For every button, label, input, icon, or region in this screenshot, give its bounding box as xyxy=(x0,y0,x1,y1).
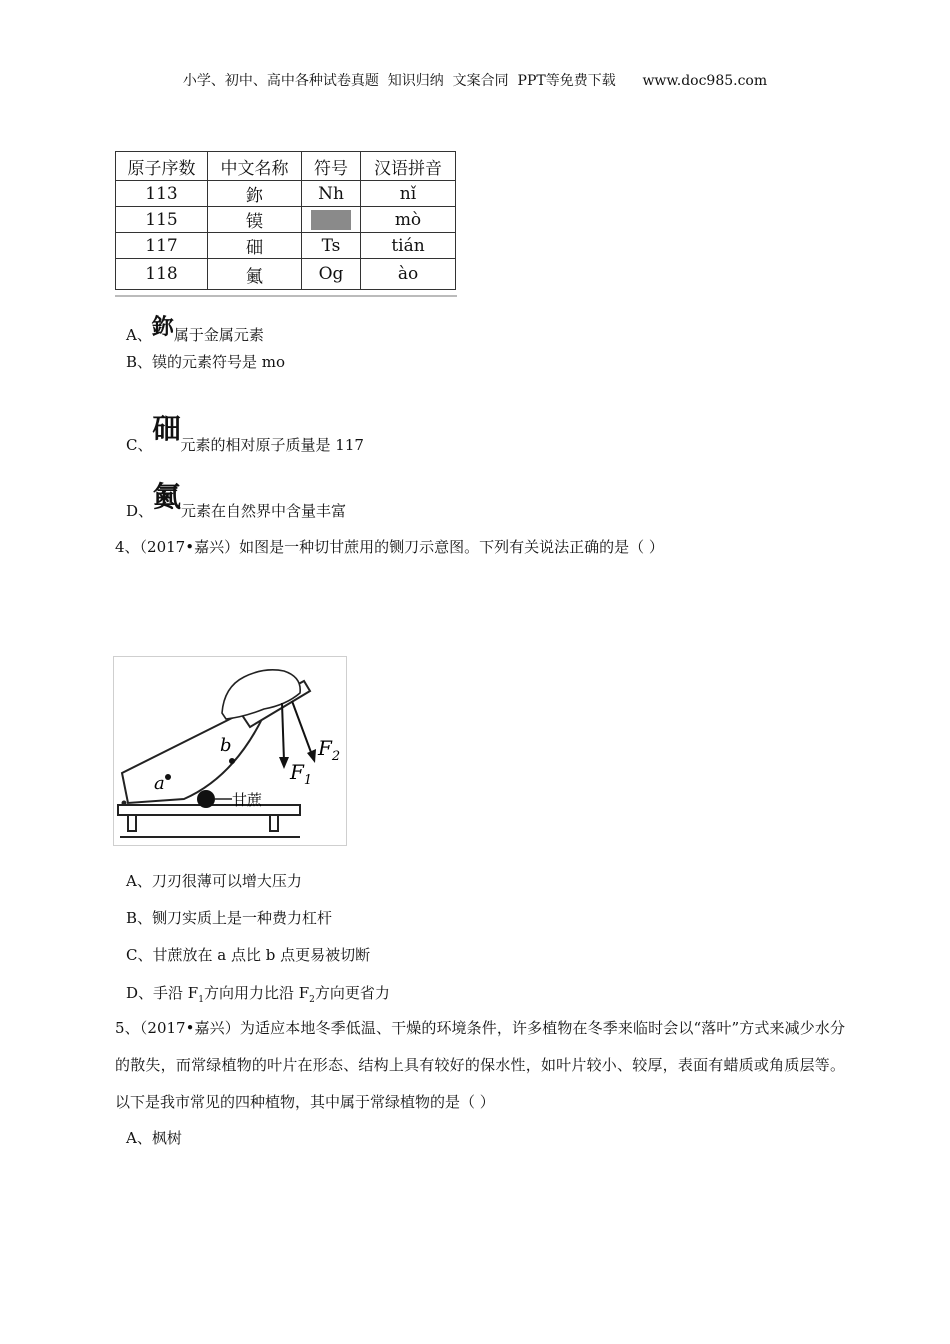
question-5-stem: 5、（2017•嘉兴）为适应本地冬季低温、干燥的环境条件，许多植物在冬季来临时会以“落叶”方式来减少水分的散失，而常绿植物的叶片在形态、结构上具有较好的保水性，如叶片较小、较厚，表面有蜡质或角质层等。以下是我市常见的四种植物，其中属于常绿植物的是（ ） xyxy=(115,1019,845,1111)
header-site: www.doc985.com xyxy=(642,73,768,89)
chinese-name: 鿫 xyxy=(208,259,302,290)
sugarcane-icon xyxy=(197,790,215,808)
option-prefix: A、 xyxy=(126,326,152,344)
point-b-label: b xyxy=(220,735,232,756)
element-symbol: Ts xyxy=(302,233,361,259)
element-table xyxy=(115,151,456,290)
option-3d xyxy=(126,475,346,521)
chinese-name: 鉨 xyxy=(208,181,302,207)
option-3c xyxy=(126,407,364,455)
pinyin: nǐ xyxy=(361,181,456,207)
option-text: 方向用力比沿 F xyxy=(203,984,310,1002)
base-leg-right xyxy=(270,815,278,831)
atomic-number: 115 xyxy=(116,207,208,233)
option-text: 方向更省力 xyxy=(314,984,390,1002)
pinyin: tián xyxy=(361,233,456,259)
option-4d xyxy=(126,982,390,1005)
header-cell: 中文名称 xyxy=(208,152,302,181)
header-cell: 符号 xyxy=(302,152,361,181)
blade-shape xyxy=(122,707,264,803)
pinyin: mò xyxy=(361,207,456,233)
option-4b: B、铡刀实质上是一种费力杠杆 xyxy=(126,909,333,927)
atomic-number: 118 xyxy=(116,259,208,290)
pivot-icon xyxy=(122,801,127,806)
arrow-head-icon xyxy=(279,757,289,769)
masked-symbol-block xyxy=(311,210,351,230)
element-symbol: Nh xyxy=(302,181,361,207)
force-f1-label: $F_1$ xyxy=(290,760,313,788)
header-text: 小学、初中、高中各种试卷真题 知识归纳 文案合同 PPT等免费下载 xyxy=(182,73,616,89)
guillotine-figure xyxy=(113,656,347,846)
point-b-marker xyxy=(229,758,235,764)
chinese-name: 镆 xyxy=(208,207,302,233)
page-header xyxy=(0,70,950,90)
header-cell: 原子序数 xyxy=(116,152,208,181)
table-frame-line xyxy=(115,295,457,297)
force-f1-arrow xyxy=(282,703,284,761)
arrow-head-icon xyxy=(307,749,316,763)
point-a-marker xyxy=(165,774,171,780)
option-text: D、手沿 F xyxy=(126,984,199,1002)
option-text: 元素在自然界中含量丰富 xyxy=(181,502,347,520)
chinese-name: 鿬 xyxy=(208,233,302,259)
table-row xyxy=(116,233,456,259)
option-prefix: D、 xyxy=(126,502,154,520)
element-glyph: 鉨 xyxy=(151,314,174,340)
table-row xyxy=(116,207,456,233)
option-5a: A、枫树 xyxy=(126,1129,182,1147)
element-glyph: 鿫 xyxy=(153,480,182,513)
option-prefix: B、 xyxy=(126,353,153,371)
option-text: 镆的元素符号是 mo xyxy=(152,353,286,371)
table-row xyxy=(116,181,456,207)
table-row xyxy=(116,259,456,290)
option-prefix: C、 xyxy=(126,436,153,454)
atomic-number: 117 xyxy=(116,233,208,259)
table-header-row xyxy=(116,152,456,181)
force-f2-label: $F_2$ xyxy=(318,736,341,764)
base-leg-left xyxy=(128,815,136,831)
header-cell: 汉语拼音 xyxy=(361,152,456,181)
force-f2-arrow xyxy=(292,701,312,755)
sugarcane-label: 甘蔗 xyxy=(232,791,263,809)
element-glyph: 鿬 xyxy=(152,412,181,445)
point-a-label: a xyxy=(154,773,165,794)
subscript: 1 xyxy=(198,995,204,1005)
subscript: 2 xyxy=(309,995,315,1005)
atomic-number: 113 xyxy=(116,181,208,207)
option-3a xyxy=(126,310,264,345)
option-4a: A、刀刃很薄可以增大压力 xyxy=(126,872,302,890)
element-symbol: Og xyxy=(302,259,361,290)
option-3b xyxy=(126,351,285,372)
element-symbol-hidden xyxy=(302,207,361,233)
pinyin: ào xyxy=(361,259,456,290)
option-text: 元素的相对原子质量是 117 xyxy=(180,436,364,454)
option-4c: C、甘蔗放在 a 点比 b 点更易被切断 xyxy=(126,946,371,964)
guillotine-diagram xyxy=(114,657,346,845)
option-text: 属于金属元素 xyxy=(173,326,264,344)
question-4-stem: 4、（2017•嘉兴）如图是一种切甘蔗用的铡刀示意图。下列有关说法正确的是（ ） xyxy=(115,538,664,556)
